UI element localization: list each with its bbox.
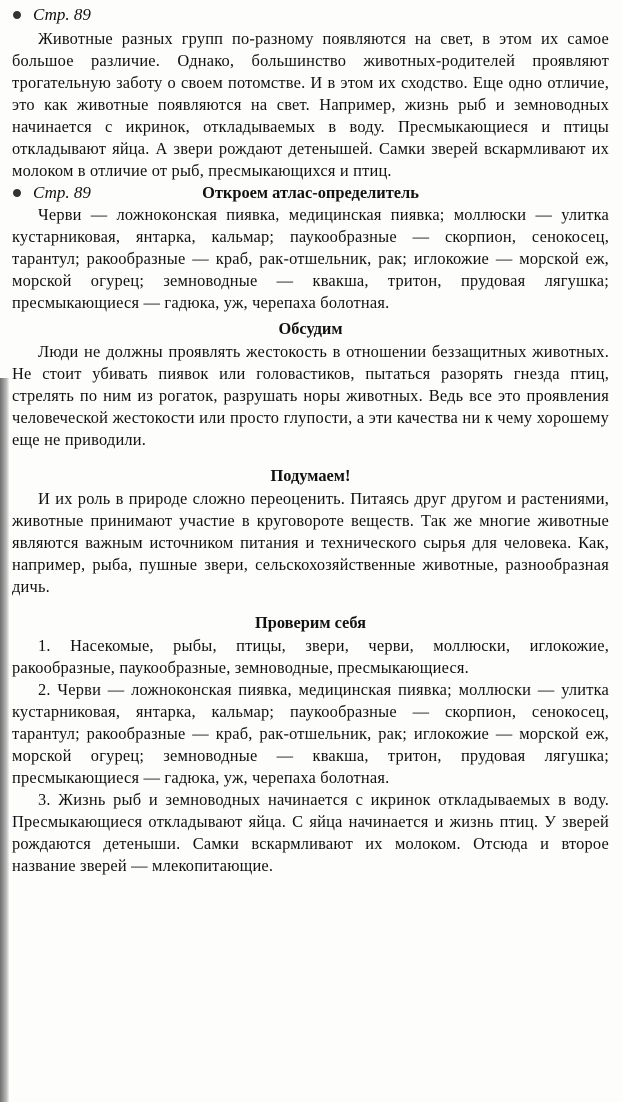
paragraph-think: И их роль в природе сложно переоценить. Питаясь друг другом и растениями, животные принимают участие в круговороте веществ. Так же многие животные являются важным источником питания и технического сырья для человека. Как, например, рыба, пушные звери, сельскохозяйственные животные, разнообразная дичь. — [12, 489, 609, 596]
paragraph-discuss: Люди не должны проявлять жестокость в отношении беззащитных животных. Не стоит убивать пиявок или головастиков, пытаться разорять гнезда птиц, стрелять по ним из рогаток, разрушать норы животных. Ведь все это проявления человеческой жестокости или просто глупости, а эти качества ни к чему хорошему еще не приводили. — [12, 342, 609, 449]
section-atlas — [12, 182, 609, 314]
section-page-89-intro — [12, 4, 609, 182]
heading-think: Подумаем! — [270, 466, 351, 485]
scan-edge-shadow — [0, 378, 9, 1102]
bullet-icon — [13, 11, 21, 19]
paragraph-animals-birth: Животные разных групп по-разному появляются на свет, в этом их самое большое различие. Однако, большинство животных-родителей проявляют трогательную заботу о своем потомстве. И в этом их сходство. Еще одно отличие, это как животные появляются на свет. Например, жизнь рыб и земноводных начинается с икринок, откладываемых в воду. Пресмыкающиеся и птицы откладывают яйца. А звери рождают детенышей. Самки зверей вскармливают их молоком в отличие от рыб, пресмыкающихся и птиц. — [12, 29, 609, 180]
section-self-check — [12, 612, 609, 877]
answer-item: 2. Черви — ложноконская пиявка, медицинская пиявка; моллюски — улитка кустарниковая, янтарка, кальмар; паукообразные — скорпион, сенокосец, тарантул; ракообразные — краб, рак-отшельник, рак; иглокожие — морской еж, морской огурец; земноводные — квакша, тритон, прудовая лягушка; пресмыкающиеся — гадюка, уж, черепаха болотная. — [12, 680, 609, 787]
page-reference-row — [12, 182, 609, 204]
heading-self-check: Проверим себя — [254, 613, 366, 632]
answer-item: 3. Жизнь рыб и земноводных начинается с икринок откладываемых в воду. Пресмыкающиеся откладывают яйца. С яйца начинается и жизнь птиц. У зверей рождаются детеныши. Самки вскармливают их молоком. Отсюда и второе название зверей — млекопитающие. — [12, 790, 609, 875]
section-discuss — [12, 318, 609, 451]
heading-discuss: Обсудим — [278, 319, 343, 338]
page-reference-label: Стр. 89 — [33, 183, 91, 202]
section-think — [12, 465, 609, 598]
answer-item: 1. Насекомые, рыбы, птицы, звери, черви, моллюски, иглокожие, ракообразные, паукообразные, земноводные, пресмыкающиеся. — [12, 636, 609, 677]
heading-atlas: Откроем атлас-определитель — [202, 183, 419, 202]
paragraph-atlas: Черви — ложноконская пиявка, медицинская пиявка; моллюски — улитка кустарниковая, янтарка, кальмар; паукообразные — скорпион, сенокосец, тарантул; ракообразные — краб, рак-отшельник, рак; иглокожие — морской еж, морской огурец; земноводные — квакша, тритон, прудовая лягушка; пресмыкающиеся — гадюка, уж, черепаха болотная. — [12, 205, 609, 312]
page-reference — [12, 4, 609, 26]
page-reference-label: Стр. 89 — [33, 5, 91, 24]
